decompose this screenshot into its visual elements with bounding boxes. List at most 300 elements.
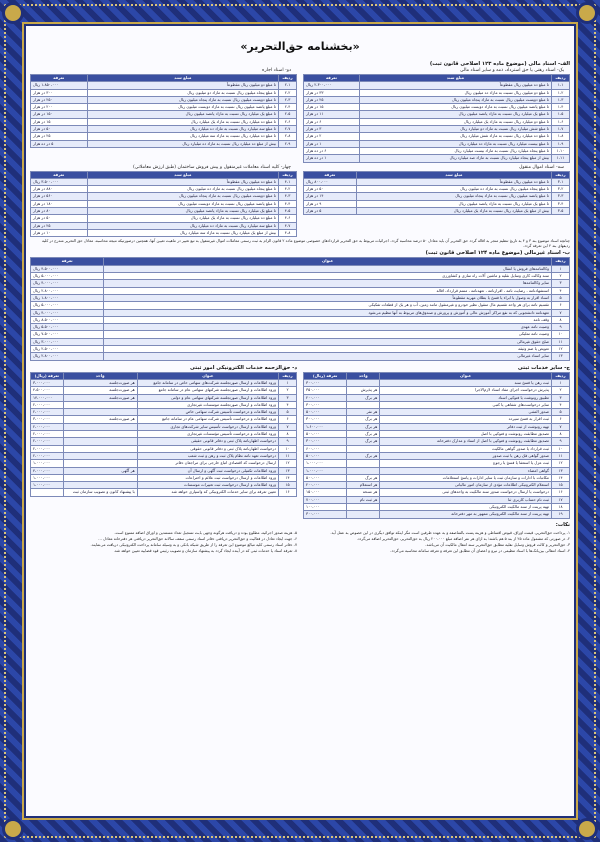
table-cell: تا مبلغ دویست میلیون ریال نسبت به مازاد پنجاه میلیون ریال — [87, 193, 278, 200]
table-row — [304, 82, 570, 89]
table-row — [31, 208, 297, 215]
table-cell: ۱،۰۰۰،۰۰۰ — [31, 474, 64, 481]
table-cell: بیش از مبلغ یک میلیارد ریال نسبت به مازاد سه میلیارد ریال — [87, 229, 278, 236]
table-cell: ۲-۳ — [279, 96, 297, 103]
table-cell: ۳۰۰،۰۰۰ — [304, 401, 347, 408]
table-row — [31, 474, 297, 481]
table-cell: ۵ در ده هزار — [31, 140, 88, 147]
table-cell: ۲-۷ — [279, 126, 297, 133]
table-cell: ۸ — [552, 431, 570, 438]
table-cell: ۱۵ — [552, 482, 570, 489]
table-row — [304, 409, 570, 416]
table-cell: هر استعلام — [347, 482, 380, 489]
table-cell: ۸۰۰،۰۰۰ ریال — [304, 178, 357, 185]
table-row — [31, 438, 297, 445]
table-cell: وصیت نامه تملیکی — [104, 331, 552, 338]
table-cell: ۱-۴ — [552, 104, 570, 111]
table-cell: بیش از مبلغ ده میلیارد ریال نسبت به مازاد ده میلیارد ریال — [87, 140, 278, 147]
table-cell: ۱۸۰ در هزار — [31, 200, 88, 207]
table-cell: هر برگ — [347, 416, 380, 423]
table-cell: ۱۶ — [552, 489, 570, 496]
table-row — [31, 265, 570, 272]
table-cell: ۱۳ — [552, 467, 570, 474]
table-cell: ۵ — [552, 294, 570, 301]
table-cell: تهیه رونوشت از ثبت دفاتر — [380, 423, 552, 430]
table-cell: ورود اطلاعات و ارسال درخواست ثبت علائم و اختراعات — [137, 474, 278, 481]
table-cell: ۲۵ در هزار — [31, 133, 88, 140]
table-cell: هر برگ — [347, 438, 380, 445]
table-cell: ۵۰۰،۰۰۰ — [304, 409, 347, 416]
table-cell: ورود اطلاعات و ارسال صورتجلسه شرکتهای سهامی عام و دولتی — [137, 394, 278, 401]
table-row — [304, 178, 570, 185]
table-cell: ۴-۲ — [279, 186, 297, 193]
table-cell: هر نفر — [347, 409, 380, 416]
table-row — [304, 186, 570, 193]
table-non-financial — [30, 257, 570, 360]
table-cell — [347, 467, 380, 474]
table-row — [31, 294, 570, 301]
table-cell: صدور گواهی فک رهن یا ثبت صدور — [380, 452, 552, 459]
table-cell: تطبیق رونوشت یا فتوکپی اسناد — [380, 394, 552, 401]
table-cell — [347, 379, 380, 386]
table-cell: ۱-۱ — [552, 82, 570, 89]
table-cell: ۱۳ — [279, 467, 297, 474]
table-cell: سند وکالت کاری وسایل نقلیه و ماشین آلات راه سازی و کشاورزی — [104, 273, 552, 280]
table-row — [304, 423, 570, 430]
table-cell: صدور المثنی — [380, 409, 552, 416]
table-cell: ۱۸ — [552, 503, 570, 510]
table-row — [304, 140, 570, 147]
table-cell: تا مبلغ شش میلیارد ریال نسبت به مازاد دو میلیارد ریال — [359, 126, 551, 133]
table-cell: ۳ — [279, 394, 297, 401]
table-cell: ۱۰ — [279, 445, 297, 452]
table-cell: ۴،۰۰۰،۰۰۰ — [31, 467, 64, 474]
table-cell: وقف نامه — [104, 316, 552, 323]
table-row — [304, 474, 570, 481]
table-cell: ۱،۸۵۰،۰۰۰ ریال — [31, 82, 88, 89]
table-cell: هر برگ — [347, 423, 380, 430]
table-cell: تا مبلغ پانصد میلیون ریال نسبت به مازاد دویست میلیون ریال — [359, 104, 551, 111]
table-cell: ۱،۰۰۰،۰۰۰ — [304, 467, 347, 474]
table-cell: ۴-۱ — [279, 178, 297, 185]
table-cell: ۶ — [279, 416, 297, 423]
table-cell: ۸ — [279, 431, 297, 438]
table-cell: ۴،۰۰۰،۰۰۰ ریال — [31, 309, 104, 316]
table-cell: ۴ — [279, 401, 297, 408]
column-header: ردیف — [552, 258, 570, 265]
table-cell: تا مبلغ سه میلیارد ریال نسبت به مازاد ده میلیارد ریال — [87, 222, 278, 229]
column-header: مبلغ سند — [356, 171, 551, 178]
table-cell: وکالتنامه‌های فروش یا انتقال — [104, 265, 552, 272]
table-cell: سایر اسناد غیرمالی — [104, 353, 552, 360]
table-row — [31, 133, 297, 140]
table-cell: ۲،۸۰۰،۰۰۰ ریال — [31, 353, 104, 360]
table-cell: ۲۰۰ در هزار — [31, 104, 88, 111]
table-row — [31, 186, 297, 193]
column-header: واحد — [347, 372, 380, 379]
page-title: «بخشنامه حق‌التحریر» — [240, 40, 360, 53]
table-cell: ورود اطلاعات و ارسال صورتجلسه موسسات غیرتجاری — [137, 401, 278, 408]
table-cell: اسناد اقرار به وصول یا ابراء یا فسخ یا بطلان مهریه مقطوعاً — [104, 294, 552, 301]
column-header: تعرفه — [31, 171, 88, 178]
table-row — [304, 467, 570, 474]
table-cell: ۲-۴ — [279, 104, 297, 111]
table-cell: بیش از مبلغ یک میلیارد ریال نسبت به مازاد یک میلیارد ریال — [356, 208, 551, 215]
table-cell: ۴-۵ — [279, 208, 297, 215]
table-cell: ۱-۳ — [552, 96, 570, 103]
column-header: تعرفه — [31, 75, 88, 82]
sub-heading-immovable: چهار- کلیه اسناد معاملات غیرمنقول و پیش فروش ساختمان (طبق ارزش معاملاتی) — [133, 164, 291, 170]
table-cell: ۳ در هزار — [304, 126, 360, 133]
table-cell: هر برگ — [347, 431, 380, 438]
column-header: تعرفه (ریال) — [31, 372, 64, 379]
note-item: ۲- در صورتی که مشمول ماده ۲۵ از بند ۵ هم باشند؛ به ازای هر نفر اضافه مبلغ ۲۰۰،۰۰۰ ریال به حق‌التحریر، حق‌التحریر اضافه می‌گردد. — [356, 535, 570, 541]
table-cell: ۳-۴ — [552, 200, 570, 207]
table-cell: ثبت رهن یا فسخ سند — [380, 379, 552, 386]
table-cell: ۳۰۰ در هزار — [31, 89, 88, 96]
table-cell: ۶۰۰،۰۰۰ — [304, 445, 347, 452]
table-cell: ۹ — [279, 438, 297, 445]
section-cd — [30, 364, 570, 519]
table-row — [31, 353, 570, 360]
note-item: ۴- اسناد انتقالی بین‌بانک‌ها با اسناد تنظیمی در نیرو و اعضای آن مطابق این تعرفه و تعرفه سامانه محاسبه می‌گردد. — [390, 547, 570, 553]
table-cell: ۲-۹ — [279, 140, 297, 147]
table-row — [31, 394, 297, 401]
table-row — [304, 416, 570, 423]
table-cell: تا مبلغ یک میلیارد ریال نسبت به مازاد پانصد میلیون ریال — [359, 111, 551, 118]
table-cell: ورود اطلاعات و درخواست تأسیس مؤسسات غیرتجاری — [137, 431, 278, 438]
table-cell: تا مبلغ بیست میلیارد ریال نسبت به مازاد ده میلیارد ریال — [359, 140, 551, 147]
table-cell: ۲،۳۰۰،۰۰۰ ریال — [304, 82, 360, 89]
table-cell: ۸،۵۰۰،۰۰۰ ریال — [31, 316, 104, 323]
table-row — [31, 287, 570, 294]
table-cell: ثبت قرارداد یا صدور گواهی مالکیت — [380, 445, 552, 452]
section-c-heading: ج- سایر خدمات ثبتی — [517, 364, 570, 371]
table-cell: تصدیق مطابقت رونوشت و فتوکپی با اصل — [380, 431, 552, 438]
table-row — [31, 302, 570, 309]
table-cell: بیش از مبلغ پنجاه میلیارد ریال نسبت به مازاد صد میلیارد ریال — [359, 155, 551, 162]
table-cell: تا مبلغ یک میلیارد ریال نسبت به مازاد پانصد میلیون ریال — [356, 200, 551, 207]
table-row — [31, 82, 297, 89]
table-row — [304, 503, 570, 510]
table-cell — [63, 445, 137, 452]
table-cell: ۱۴ در هزار — [304, 193, 357, 200]
table-cell: ۹ — [552, 324, 570, 331]
table-cell: ورود اطلاعات و درخواست تأسیس شرکت سهامی خاص — [137, 409, 278, 416]
table-cell: ۹ — [552, 438, 570, 445]
table-cell: ۴،۰۰۰،۰۰۰ ریال — [31, 280, 104, 287]
table-row — [31, 215, 297, 222]
table-row — [31, 222, 297, 229]
table-cell: تا مبلغ ده میلیون ریال مقطوعاً — [87, 178, 278, 185]
table-cell: ۱-۸ — [552, 133, 570, 140]
table-cell: ۴،۵۰۰،۰۰۰ — [31, 387, 64, 394]
table-cell — [63, 474, 137, 481]
table-cell: ۳-۵ — [552, 208, 570, 215]
table-row — [31, 126, 297, 133]
table-cell: ۴-۴ — [279, 200, 297, 207]
table-cell: هر ثبت نام — [347, 496, 380, 503]
table-cell: ۱۰۰،۰۰۰ — [304, 503, 347, 510]
note-item: ۷- دفاتر اسناد رسمی کلیه مبالغ موضوع این تعرفه را از طریق شبکه بانکی و به وسیله سامانه پرداخت الکترونیکی دریافت می‌نمایند. — [90, 541, 297, 547]
table-row — [304, 460, 570, 467]
table-cell: ۳۳ در هزار — [304, 89, 360, 96]
table-cell: ۲ — [279, 387, 297, 394]
table-cell: ورود اطلاعات و ارسال صورتجلسه شرکت‌های سهامی خاص در سامانه جامع — [137, 379, 278, 386]
table-cell: ۸۸۰ در هزار — [31, 186, 88, 193]
table-cell: ۲ در هزار — [304, 133, 360, 140]
table-cell: ۴-۶ — [279, 215, 297, 222]
table-cell: تا مبلغ ده میلیون ریال مقطوعاً — [359, 82, 551, 89]
sub-heading-movable: سه- اسناد اموال منقول — [519, 164, 564, 170]
table-cell: استشهادنامه ، رضایت نامه ، اقرارنامه ، تعهدنامه ، متمم قرارداد، اقاله — [104, 287, 552, 294]
table-cell: ۴-۳ — [279, 193, 297, 200]
column-header: مبلغ سند — [359, 75, 551, 82]
table-cell: ۳ — [552, 280, 570, 287]
table-row — [304, 445, 570, 452]
table-cell — [347, 460, 380, 467]
column-header: تعرفه (ریال) — [304, 372, 347, 379]
table-row — [304, 208, 570, 215]
table-row — [31, 229, 297, 236]
table-cell: تا مبلغ یک میلیارد ریال نسبت به مازاد پانصد میلیون ریال — [87, 208, 278, 215]
table-cell: ۶ در هزار — [304, 118, 360, 125]
table-cell: ۳،۰۰۰،۰۰۰ — [31, 416, 64, 423]
table-cell: ۱۵ در هزار — [304, 104, 360, 111]
table-cell: تعویض یا ضم وثیقه — [104, 346, 552, 353]
table-row — [31, 489, 297, 496]
table-cell: هر نسخه — [347, 489, 380, 496]
table-cell: تا مبلغ پنجاه میلیون ریال نسبت به مازاد ده میلیون ریال — [356, 186, 551, 193]
table-cell: ۲،۰۰۰،۰۰۰ — [31, 438, 64, 445]
table-cell: تا مبلغ دویست میلیون ریال نسبت به مازاد پنجاه میلیون ریال — [87, 96, 278, 103]
table-cell: تا مبلغ دو میلیارد ریال نسبت به مازاد یک میلیارد ریال — [359, 118, 551, 125]
table-cell: ۳-۱ — [552, 178, 570, 185]
table-row — [31, 193, 297, 200]
column-header: ردیف — [279, 171, 297, 178]
table-cell: هر صورت‌جلسه — [63, 416, 137, 423]
table-cell: تا مبلغ ده میلیارد ریال نسبت به مازاد شش میلیارد ریال — [359, 133, 551, 140]
table-cell — [63, 409, 137, 416]
column-header: ردیف — [552, 75, 570, 82]
table-cell: تا مبلغ دویست میلیون ریال نسبت به مازاد پنجاه میلیون ریال — [359, 96, 551, 103]
table-cell: ۱۱ — [279, 452, 297, 459]
table-row — [31, 89, 297, 96]
table-cell: ۵،۵۰۰،۰۰۰ ریال — [31, 324, 104, 331]
table-row — [31, 178, 297, 185]
table-row — [304, 401, 570, 408]
table-row — [304, 511, 570, 518]
table-row — [31, 118, 297, 125]
notes-list — [30, 529, 570, 555]
table-cell: ۵۰ در هزار — [31, 126, 88, 133]
table-cell: ۴ — [552, 287, 570, 294]
table-cell: ۱۵ — [279, 482, 297, 489]
table-cell: ۱۰ در هزار — [31, 229, 88, 236]
table-cell: ۱۰ — [552, 331, 570, 338]
table-row — [31, 467, 297, 474]
table-cell: هر آگهی — [63, 467, 137, 474]
table-cell — [347, 401, 380, 408]
table-row — [304, 452, 570, 459]
table-cell: ورود اطلاعات تکمیلی درخواست ثبت آگهی و ارسال آن — [137, 467, 278, 474]
column-header: مبلغ سند — [87, 171, 278, 178]
table-cell: ۱۱ — [552, 452, 570, 459]
table-row — [31, 423, 297, 430]
table-cell: ۳۰۰،۰۰۰ — [304, 511, 347, 518]
table-cell: هر برگ — [347, 394, 380, 401]
section-a-tables — [30, 68, 570, 163]
table-row — [31, 401, 297, 408]
table-cell: تا مبلغ سه میلیارد ریال نسبت به مازاد ده میلیارد ریال — [87, 126, 278, 133]
table-cell: ۸۰ در هزار — [31, 208, 88, 215]
table-cell: درخواست اظهارنامه پلاک ثبتی و دفاتر قانونی حقیقی — [137, 438, 278, 445]
table-cell — [63, 423, 137, 430]
table-cell: صلح حقوق غیرمالی — [104, 338, 552, 345]
table-cell: ورود اطلاعات و ارسال درخواست تأسیس سایر شرکت‌های تجاری — [137, 423, 278, 430]
table-row — [304, 147, 570, 154]
table-row — [304, 111, 570, 118]
table-row — [31, 387, 297, 394]
table-cell: ۷ — [552, 309, 570, 316]
column-header: مبلغ سند — [87, 75, 278, 82]
table-row — [31, 338, 570, 345]
table-cell: ۲،۰۰۰،۰۰۰ — [31, 409, 64, 416]
table-cell — [63, 401, 137, 408]
table-row — [31, 445, 297, 452]
table-cell — [63, 460, 137, 467]
table-cell: تا مبلغ ده میلیارد ریال نسبت به مازاد سه میلیارد ریال — [87, 133, 278, 140]
table-cell: ۴-۸ — [279, 229, 297, 236]
table-cell: تقسیم نامه برای هر واحد تقسیم مال منقول نظیر خودرو و غیرمنقول مانند زمین، آب و هر یک از قطعات تفکیکی — [104, 302, 552, 309]
table-cell: ۲۵ در هزار — [31, 222, 88, 229]
column-header: تعرفه — [304, 171, 357, 178]
table-cell: ۴-۷ — [279, 222, 297, 229]
note-item: ۸- تعرفه اسناد یا خدمات ثبتی که در آینده ایجاد گردد به پیشنهاد سازمان و تصویب رئیس قوه قضاییه تعیین خواهد شد. — [113, 547, 297, 553]
table-cell: گواهی امضاء — [380, 467, 552, 474]
table-cell: ۱ در هزار — [304, 140, 360, 147]
table-cell: تصدیق مطابقت رونوشت و فتوکپی با اصل از اسناد و مدارک دفترخانه — [380, 438, 552, 445]
table-row — [31, 452, 297, 459]
table-row — [304, 482, 570, 489]
table-cell: تا مبلغ ده میلیون ریال مقطوعاً — [356, 178, 551, 185]
table-cell — [63, 452, 137, 459]
table-cell — [63, 482, 137, 489]
table-cell: ۹ در هزار — [304, 200, 357, 207]
note-item: ۳- حق‌التحریر و کالت فروش وسایل نقلیه مطابق حق‌التحریر سند انتقال مالکیت آن می‌باشد. — [425, 541, 570, 547]
table-cell: ۱۴ — [279, 474, 297, 481]
table-cell — [31, 489, 64, 496]
table-cell: ۷۰۰،۰۰۰ — [304, 496, 347, 503]
table-cell: ۱۹ — [552, 511, 570, 518]
table-cell: ۱-۱۰ — [552, 147, 570, 154]
table-row — [31, 96, 297, 103]
table-cell: هر صورت‌جلسه — [63, 387, 137, 394]
table-cell: تعیین تعرفه برای سایر خدمات الکترونیکی که واسپاری خواهد شد — [137, 489, 278, 496]
table-row — [31, 331, 570, 338]
table-row — [31, 280, 570, 287]
table-cell: ۳-۲ — [552, 186, 570, 193]
table-row — [31, 460, 297, 467]
table-cell: ۳،۰۰۰،۰۰۰ — [31, 379, 64, 386]
table-row — [31, 200, 297, 207]
table-cell: هر صورت‌جلسه — [63, 394, 137, 401]
table-row — [304, 89, 570, 96]
table-cell: ۱۷ — [552, 496, 570, 503]
table-cell: ۵۰ در هزار — [31, 215, 88, 222]
table-cell: تا مبلغ دو میلیون ریال نسبت به مازاد ده میلیون ریال — [359, 89, 551, 96]
table-row — [31, 379, 297, 386]
table-cell: ثبت عزل یا استعفا یا فسخ یا رجوع — [380, 460, 552, 467]
table-row — [304, 118, 570, 125]
table-cell: ۵۰ در هزار — [304, 186, 357, 193]
corner-ornament — [576, 2, 598, 24]
table-row — [31, 316, 570, 323]
table-cell: ۱۲ — [279, 460, 297, 467]
table-cell: ۷ — [279, 423, 297, 430]
column-header: واحد — [63, 372, 137, 379]
table-cell: ۵،۰۰۰،۰۰۰ ریال — [31, 273, 104, 280]
table-cell: ۱۵ در هزار — [31, 118, 88, 125]
column-header: تعرفه — [31, 258, 104, 265]
table-cell: ۲،۰۰۰،۰۰۰ — [31, 452, 64, 459]
table-cell: تهیه پرینت از سند مالکیت الکترونیکی ممهور به مهر دفترخانه — [380, 511, 552, 518]
table-cell: ۱-۲ — [552, 89, 570, 96]
table-cell: ۵۰۰،۰۰۰ — [304, 452, 347, 459]
table-cell — [63, 431, 137, 438]
table-cell: تعهدنامه دانشجویی که به نفع مراکز آموزش عالی و آموزش و پرورش و صندوق‌های مربوط به آنها تنظیم می‌شود — [104, 309, 552, 316]
table-cell: ۷،۵۰۰،۰۰۰ ریال — [31, 331, 104, 338]
table-cell: ۲-۶ — [279, 118, 297, 125]
table-other-services — [303, 372, 570, 519]
table-cell: ۱۴،۰۰۰،۰۰۰ — [31, 394, 64, 401]
table-row — [31, 309, 570, 316]
table-cell: ۱،۰۰۰،۰۰۰ — [31, 460, 64, 467]
table-cell: ۱،۸۰۰،۰۰۰ ریال — [31, 294, 104, 301]
table-lease — [30, 74, 297, 148]
column-header: ردیف — [279, 372, 297, 379]
table-cell: ۱۳ — [552, 353, 570, 360]
table-cell: تهیه پرینت از سند مالکیت الکترونیکی — [380, 503, 552, 510]
table-cell: ۳۰۰،۰۰۰ — [304, 379, 347, 386]
table-row — [31, 104, 297, 111]
table-cell: ۲۰۰،۰۰۰ — [304, 394, 347, 401]
table-cell: ۸ — [552, 316, 570, 323]
table-cell: ۱-۵ — [552, 111, 570, 118]
table-cell: با پیشنهاد کانون و تصویب سازمان ثبت — [63, 489, 137, 496]
table-cell: تا مبلغ ده میلیارد ریال نسبت به مازاد یک میلیارد ریال — [87, 215, 278, 222]
table-cell: ۵ در هزار — [304, 208, 357, 215]
table-cell: ۳۰۰،۰۰۰ — [304, 416, 347, 423]
table-cell: ۱-۷ — [552, 126, 570, 133]
table-cell: مکاتبات با ادارات و سازمان ثبت یا سایر ادارات و پاسخ استعلامات — [380, 474, 552, 481]
table-cell: ۶ — [552, 302, 570, 309]
column-header: عنوان — [380, 372, 552, 379]
table-cell: ۱،۰۰۰،۰۰۰ — [31, 482, 64, 489]
table-cell: ورود اطلاعات و ارسال صورتجلسه شرکتهای سهامی عام در سامانه جامع — [137, 387, 278, 394]
table-cell: ۶ — [552, 416, 570, 423]
table-cell: ۱۲ — [552, 460, 570, 467]
section-d-heading: د- حق‌الزحمه خدمات الکترونیکی امور ثبتی — [190, 364, 297, 371]
section-a-note: چنانچه اسناد موضوع بند ۳ و ۴ به تاریخ تنظیم منجر به اقاله گردد حق التحریر آن باید معادل ۵۰ درصد محاسبه گردد. اجرائیات مربوط به حق التحریر قراردادهای خصوصی موضوع ماده ۲ قانون الزام به ثبت رسمی معاملات اموال غیرمنقول به تبع تغییر در ماهیت تعیین آنها، همچنین درصورتیکه نتیجه محاسبه، معادل حق التحریر مندرج در کلیه ردیفهای بند ۴ این تعرفه گردد. — [42, 238, 570, 249]
column-header: ردیف — [552, 372, 570, 379]
table-row — [304, 431, 570, 438]
table-cell: ۱-۹ — [552, 140, 570, 147]
table-cell: ۲-۲ — [279, 89, 297, 96]
table-row — [31, 482, 297, 489]
table-cell: ۵ — [279, 409, 297, 416]
table-cell: سایر وکالتنامه‌ها — [104, 280, 552, 287]
